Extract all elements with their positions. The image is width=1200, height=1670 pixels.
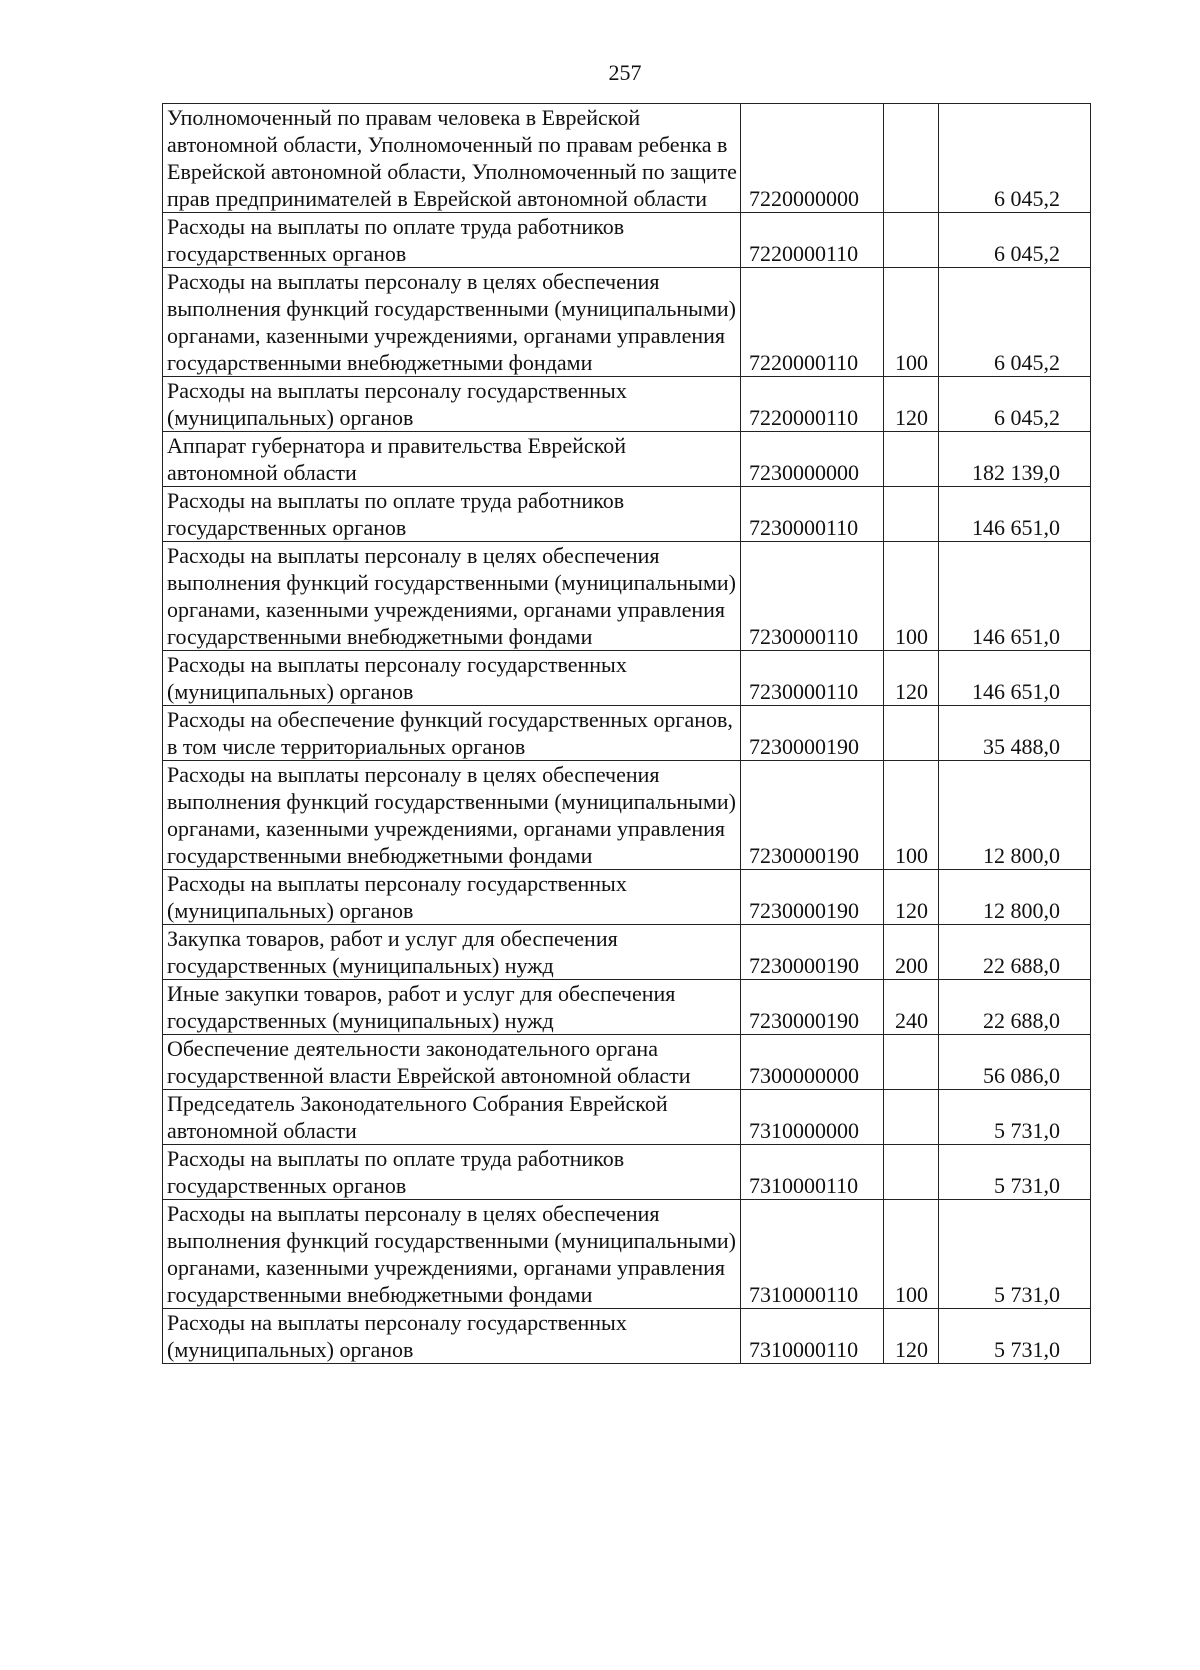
row-amount: 5 731,0 xyxy=(939,1200,1091,1309)
row-amount: 146 651,0 xyxy=(939,651,1091,706)
row-amount: 5 731,0 xyxy=(939,1145,1091,1200)
table-row xyxy=(163,1035,1091,1090)
row-code: 7230000190 xyxy=(741,706,884,761)
row-amount: 6 045,2 xyxy=(939,104,1091,213)
row-code: 7310000110 xyxy=(741,1200,884,1309)
row-name: Обеспечение деятельности законодательного органа государственной власти Еврейской автономной области xyxy=(163,1035,741,1090)
row-name: Расходы на выплаты персоналу в целях обеспечения выполнения функций государственными (муниципальными) органами, казенными учреждениями, органами управления государственными внебюджетными фондами xyxy=(163,542,741,651)
table-row xyxy=(163,651,1091,706)
row-name: Председатель Законодательного Собрания Еврейской автономной области xyxy=(163,1090,741,1145)
table-row xyxy=(163,1145,1091,1200)
row-name: Расходы на выплаты персоналу в целях обеспечения выполнения функций государственными (муниципальными) органами, казенными учреждениями, органами управления государственными внебюджетными фондами xyxy=(163,1200,741,1309)
row-amount: 12 800,0 xyxy=(939,761,1091,870)
row-amount: 6 045,2 xyxy=(939,268,1091,377)
row-code: 7220000110 xyxy=(741,377,884,432)
row-name: Расходы на выплаты по оплате труда работников государственных органов xyxy=(163,487,741,542)
row-expense-type xyxy=(884,1035,939,1090)
row-expense-type xyxy=(884,487,939,542)
row-expense-type: 100 xyxy=(884,542,939,651)
row-code: 7310000110 xyxy=(741,1309,884,1364)
row-name: Расходы на выплаты персоналу в целях обеспечения выполнения функций государственными (муниципальными) органами, казенными учреждениями, органами управления государственными внебюджетными фондами xyxy=(163,761,741,870)
row-name: Расходы на выплаты персоналу государственных (муниципальных) органов xyxy=(163,870,741,925)
row-code: 7230000110 xyxy=(741,542,884,651)
row-amount: 12 800,0 xyxy=(939,870,1091,925)
table-row xyxy=(163,542,1091,651)
row-code: 7230000110 xyxy=(741,487,884,542)
row-code: 7230000190 xyxy=(741,980,884,1035)
row-name: Расходы на выплаты по оплате труда работников государственных органов xyxy=(163,213,741,268)
row-expense-type xyxy=(884,213,939,268)
table-row xyxy=(163,870,1091,925)
row-code: 7230000190 xyxy=(741,925,884,980)
row-amount: 22 688,0 xyxy=(939,925,1091,980)
row-amount: 22 688,0 xyxy=(939,980,1091,1035)
row-amount: 6 045,2 xyxy=(939,377,1091,432)
row-code: 7220000110 xyxy=(741,268,884,377)
row-code: 7230000110 xyxy=(741,651,884,706)
table-row xyxy=(163,268,1091,377)
row-name: Расходы на обеспечение функций государственных органов, в том числе территориальных органов xyxy=(163,706,741,761)
row-amount: 6 045,2 xyxy=(939,213,1091,268)
table-row xyxy=(163,213,1091,268)
row-amount: 5 731,0 xyxy=(939,1309,1091,1364)
row-code: 7310000110 xyxy=(741,1145,884,1200)
table-row xyxy=(163,487,1091,542)
row-code: 7230000190 xyxy=(741,761,884,870)
row-expense-type: 120 xyxy=(884,1309,939,1364)
row-expense-type: 120 xyxy=(884,651,939,706)
row-expense-type: 100 xyxy=(884,761,939,870)
row-code: 7300000000 xyxy=(741,1035,884,1090)
table-row xyxy=(163,1200,1091,1309)
row-code: 7220000000 xyxy=(741,104,884,213)
row-name: Расходы на выплаты персоналу государственных (муниципальных) органов xyxy=(163,1309,741,1364)
row-expense-type xyxy=(884,104,939,213)
row-code: 7230000190 xyxy=(741,870,884,925)
row-amount: 56 086,0 xyxy=(939,1035,1091,1090)
table-row xyxy=(163,980,1091,1035)
table-row xyxy=(163,377,1091,432)
row-name: Иные закупки товаров, работ и услуг для обеспечения государственных (муниципальных) нужд xyxy=(163,980,741,1035)
row-name: Расходы на выплаты персоналу государственных (муниципальных) органов xyxy=(163,651,741,706)
row-name: Расходы на выплаты персоналу в целях обеспечения выполнения функций государственными (муниципальными) органами, казенными учреждениями, органами управления государственными внебюджетными фондами xyxy=(163,268,741,377)
row-name: Расходы на выплаты по оплате труда работников государственных органов xyxy=(163,1145,741,1200)
row-amount: 146 651,0 xyxy=(939,487,1091,542)
row-amount: 182 139,0 xyxy=(939,432,1091,487)
table-row xyxy=(163,1090,1091,1145)
row-expense-type: 240 xyxy=(884,980,939,1035)
row-expense-type: 200 xyxy=(884,925,939,980)
row-name: Аппарат губернатора и правительства Еврейской автономной области xyxy=(163,432,741,487)
row-expense-type: 100 xyxy=(884,268,939,377)
table-row xyxy=(163,761,1091,870)
row-expense-type xyxy=(884,1090,939,1145)
table-row xyxy=(163,706,1091,761)
row-name: Расходы на выплаты персоналу государственных (муниципальных) органов xyxy=(163,377,741,432)
row-amount: 146 651,0 xyxy=(939,542,1091,651)
row-code: 7310000000 xyxy=(741,1090,884,1145)
row-expense-type: 120 xyxy=(884,377,939,432)
row-expense-type: 120 xyxy=(884,870,939,925)
row-name: Уполномоченный по правам человека в Еврейской автономной области, Уполномоченный по правам ребенка в Еврейской автономной области, Уполномоченный по защите прав предпринимателей в Еврейской автономной области xyxy=(163,104,741,213)
row-expense-type xyxy=(884,706,939,761)
table-body xyxy=(163,104,1091,1364)
table-row xyxy=(163,432,1091,487)
table-row xyxy=(163,104,1091,213)
row-code: 7220000110 xyxy=(741,213,884,268)
row-code: 7230000000 xyxy=(741,432,884,487)
row-expense-type xyxy=(884,432,939,487)
row-expense-type: 100 xyxy=(884,1200,939,1309)
table-row xyxy=(163,925,1091,980)
page-number: 257 xyxy=(608,60,642,85)
row-amount: 35 488,0 xyxy=(939,706,1091,761)
row-expense-type xyxy=(884,1145,939,1200)
budget-table xyxy=(162,103,1091,1364)
table-row xyxy=(163,1309,1091,1364)
row-name: Закупка товаров, работ и услуг для обеспечения государственных (муниципальных) нужд xyxy=(163,925,741,980)
row-amount: 5 731,0 xyxy=(939,1090,1091,1145)
